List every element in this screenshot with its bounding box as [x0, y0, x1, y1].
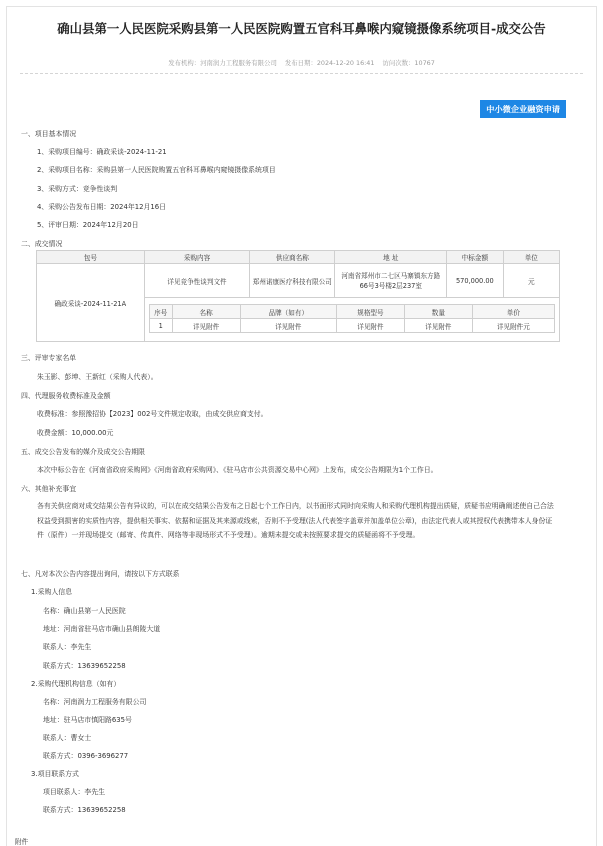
col-amount: 中标金额	[447, 251, 503, 264]
sub-cell-quantity: 详见附件	[404, 319, 472, 333]
detail-cell	[144, 298, 559, 342]
sub-cell-name: 详见附件	[172, 319, 240, 333]
section-heading-5: 五、成交公告发布的媒介及成交公告期限	[21, 448, 146, 456]
project-contact-phone: 联系方式：13639652258	[43, 806, 126, 814]
purchase-method: 3、采购方式：竞争性谈判	[37, 185, 118, 193]
supplier-cell: 郑州诺康医疗科技有限公司	[250, 264, 335, 298]
purchaser-heading: 1.采购人信息	[31, 588, 73, 596]
meta-info	[7, 58, 596, 67]
announcement-date: 4、采购公告发布日期：2024年12月16日	[37, 203, 167, 211]
attachment-label: 附件	[15, 838, 29, 846]
publisher-text: 发布机构：河南润力工程服务有限公司	[168, 59, 277, 67]
detail-table	[149, 304, 555, 333]
sub-col-price: 单价	[472, 305, 554, 319]
col-content: 采购内容	[144, 251, 250, 264]
project-contact-heading: 3.项目联系方式	[31, 770, 79, 778]
sub-cell-brand: 详见附件	[240, 319, 336, 333]
section-heading-3: 三、评审专家名单	[21, 354, 77, 362]
fee-amount: 收费金额：10,000.00元	[37, 429, 114, 437]
review-date: 5、评审日期：2024年12月20日	[37, 221, 139, 229]
amount-cell: 570,000.00	[447, 264, 503, 298]
agency-address: 地址：驻马店市慎阳路635号	[43, 716, 132, 724]
sub-col-quantity: 数量	[404, 305, 472, 319]
project-name: 2、采购项目名称：采购县第一人民医院购置五官科耳鼻喉内窥镜摄像系统项目	[37, 166, 276, 174]
purchaser-name: 名称：确山县第一人民医院	[43, 607, 126, 615]
sub-col-brand: 品牌（如有）	[240, 305, 336, 319]
col-unit: 单位	[503, 251, 559, 264]
purchaser-contact: 联系人：李先生	[43, 643, 92, 651]
section-heading-1: 一、项目基本情况	[21, 130, 77, 138]
sub-col-model: 规格型号	[337, 305, 405, 319]
divider	[20, 73, 583, 74]
sub-cell-price: 详见附件元	[472, 319, 554, 333]
col-address: 地 址	[335, 251, 447, 264]
section-heading-7: 七、凡对本次公告内容提出询问，请按以下方式联系	[21, 570, 180, 578]
announcement-page	[6, 6, 597, 846]
agency-name: 名称：河南润力工程服务有限公司	[43, 698, 147, 706]
result-table	[36, 250, 560, 342]
section-heading-2: 二、成交情况	[21, 240, 63, 248]
sub-col-index: 序号	[149, 305, 172, 319]
section-heading-4: 四、代理服务收费标准及金额	[21, 392, 111, 400]
finance-apply-button[interactable]: 中小微企业融资申请	[480, 100, 566, 118]
section-heading-6: 六、其他补充事宜	[21, 485, 77, 493]
supplement-text: 各有关供应商对成交结果公告有异议的，可以在成交结果公告发布之日起七个工作日内，以书面形式同时向采购人和采购代理机构提出质疑，质疑书应明确阐述使自己合法权益受到损害的实质性内容，提供相关事实、依据和证据及其来源或线索，否则不予受理(法人代表签字盖章并加盖单位公章)，由法定代表人或其授权代表携带本人身份证件（原件）一并现场提交（邮寄、传真件、网络等非现场形式不予受理）。逾期未提交或未按照要求提交的质疑函将不予受理。	[37, 502, 554, 539]
sub-col-name: 名称	[172, 305, 240, 319]
agency-heading: 2.采购代理机构信息（如有）	[31, 680, 121, 688]
unit-cell: 元	[503, 264, 559, 298]
agency-contact: 联系人：曹女士	[43, 734, 92, 742]
agency-phone: 联系方式：0396-3696277	[43, 752, 129, 760]
col-package: 包号	[37, 251, 145, 264]
sub-cell-model: 详见附件	[337, 319, 405, 333]
package-cell: 确政采谈-2024-11-21A	[37, 264, 145, 342]
views-text: 访问次数：10767	[382, 59, 435, 67]
media-text: 本次中标公告在《河南省政府采购网》《河南省政府采购网》、《驻马店市公共资源交易中心网》上发布，成交公告期限为1个工作日。	[37, 466, 438, 474]
purchaser-phone: 联系方式：13639652258	[43, 662, 126, 670]
purchaser-address: 地址：河南省驻马店市确山县朗陵大道	[43, 625, 161, 633]
content-cell: 详见竞争性谈判文件	[144, 264, 250, 298]
project-contact-person: 项目联系人：李先生	[43, 788, 106, 796]
address-cell: 河南省郑州市二七区马寨镇东方路66号3号楼2层237室	[335, 264, 447, 298]
page-title: 确山县第一人民医院采购县第一人民医院购置五官科耳鼻喉内窥镜摄像系统项目-成交公告	[57, 21, 546, 36]
publish-time-text: 发布日期：2024-12-20 16:41	[284, 59, 375, 67]
sub-cell-index: 1	[149, 319, 172, 333]
fee-standard: 收费标准：参照豫招协【2023】002号文件规定收取，由成交供应商支付。	[37, 410, 268, 418]
project-number: 1、采购项目编号：确政采谈-2024-11-21	[37, 148, 167, 156]
col-supplier: 供应商名称	[250, 251, 335, 264]
experts-text: 朱玉影、彭坤、王新红（采购人代表）。	[37, 373, 158, 381]
